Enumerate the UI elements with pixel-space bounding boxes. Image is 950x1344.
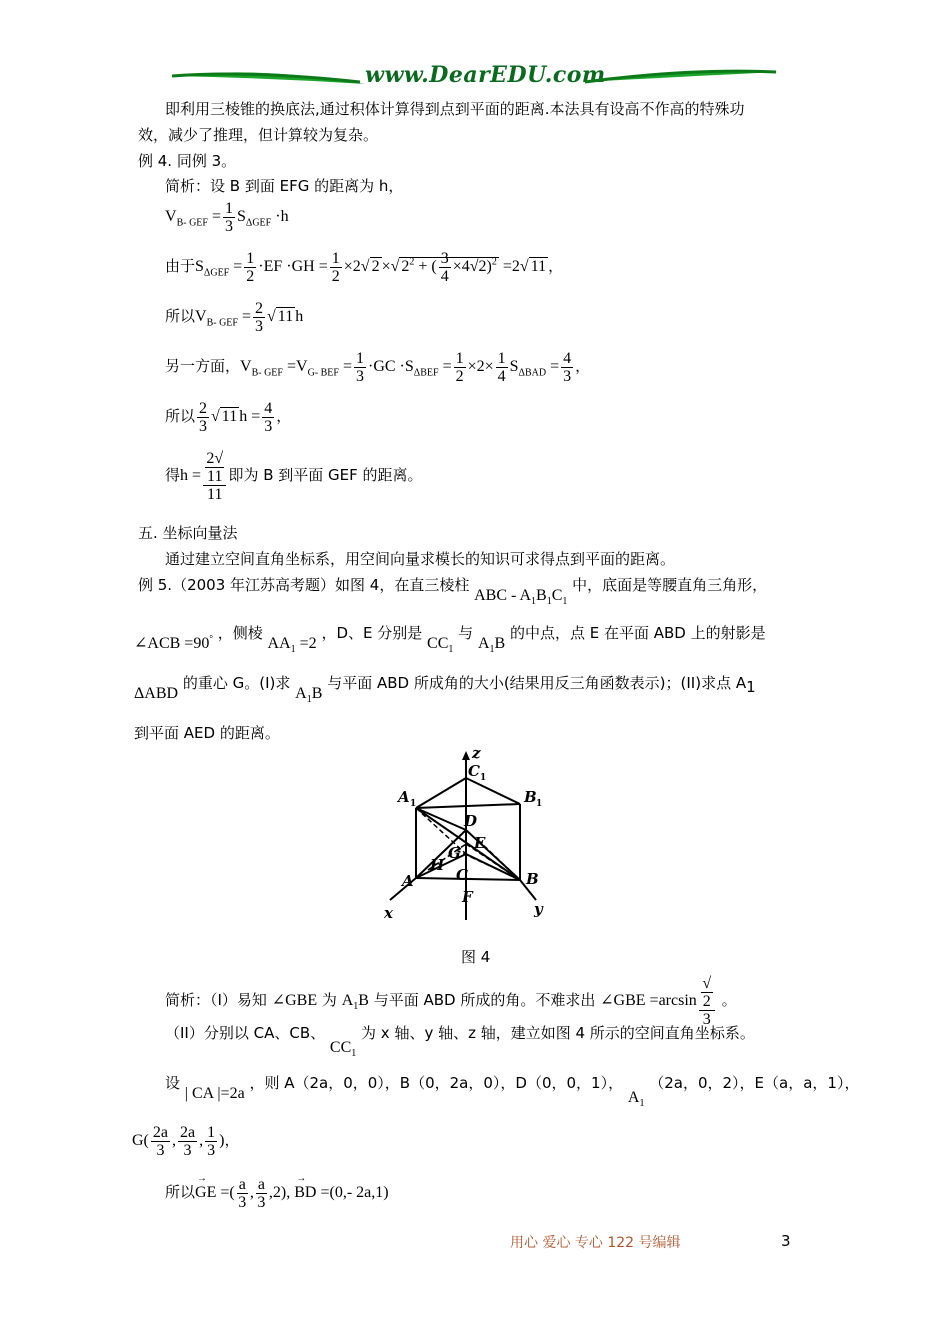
solution-line-1: 简析：（I）易知 ∠GBE 为 $A_1B$ 与平面 ABD 所成的角。不难求出 ∠GBE =arcsin √ 2 3 。: [165, 975, 737, 1028]
label-b1-sub: 1: [536, 799, 543, 809]
intro-line-1: 即利用三棱锥的换底法,通过积体计算得到点到平面的距离.本法具有设高不作高的特殊功: [165, 100, 745, 118]
label-y: y: [534, 900, 543, 918]
solution-line-4: G( $\frac{2a}{3}$ , $\frac{2a}{3}$ , $\frac{1}{3}$ )，: [132, 1124, 240, 1159]
figure-4: [378, 742, 568, 924]
label-e: E: [474, 834, 486, 852]
header-logo: www.DearEDU.com: [365, 62, 606, 88]
example5-line-2: ∠ACB =90° ，侧棱 $AA_1 =2$ ，D、E 分别是 $CC_1$ 与 $A_1B$ 的中点，点 E 在平面 ABD 上的射影是: [134, 624, 766, 656]
edge-a-b: [416, 878, 520, 880]
label-g: G: [448, 844, 461, 862]
formula-volume-result: 所以$V_{B- GEF}$ = $\frac{2}{3}$ √ 11 h: [165, 300, 304, 335]
example4-analysis: 简析：设 B 到面 EFG 的距离为 h，: [165, 177, 404, 195]
edge-c1-b1: [466, 778, 520, 804]
intro-line-2: 效，减少了推理，但计算较为复杂。: [138, 126, 379, 144]
label-z: z: [472, 744, 481, 762]
section5-title: 五. 坐标向量法: [138, 524, 238, 542]
label-a: A: [402, 872, 414, 890]
label-b: B: [526, 870, 539, 888]
label-c1-sub: 1: [480, 773, 487, 783]
example5-line-4: 到平面 AED 的距离。: [134, 724, 280, 742]
solution-line-3: 设 | CA |=2a ，则 A（2a，0，0），B（0，2a，0），D（0，0，1）， $A_1$ （2a，0，2），E（a，a，1），: [165, 1074, 860, 1110]
label-a1-sub: 1: [410, 799, 417, 809]
header-swoosh-left: [170, 62, 370, 92]
edge-a1-d: [416, 808, 466, 830]
footer-text: 用心 爱心 专心 122 号编辑: [510, 1235, 681, 1251]
section5-desc: 通过建立空间直角坐标系，用空间向量求模长的知识可求得点到平面的距离。: [165, 550, 676, 568]
label-c: C: [456, 866, 468, 884]
example4-title: 例 4. 同例 3。: [138, 152, 237, 170]
example5-line-3: ΔABD 的重心 G。(I)求 $A_1B$ 与平面 ABD 所成角的大小(结果用反三角函数表示)；(II)求点 $A_1$: [134, 674, 756, 706]
header-swoosh-right: [580, 62, 780, 92]
label-x: x: [384, 904, 393, 922]
formula-equation: 所以 $\frac{2}{3}$ √ 11 h = $\frac{4}{3}$ ，: [165, 400, 292, 435]
page-number: 3: [781, 1232, 791, 1250]
label-h: H: [430, 856, 445, 874]
page-header: [170, 62, 780, 92]
solution-line-2: （II）分别以 CA、CB、 $CC_1$ 为 x 轴、y 轴、z 轴，建立如图 4 所示的空间直角坐标系。: [165, 1024, 755, 1060]
label-d: D: [464, 812, 478, 830]
formula-other-side: 另一方面，$V_{B- GEF} =V_{G- BEF}$ = $\frac{1}{3}$ $\cdot GC \cdot S_{\Delta BEF}$ = $\frac{1}{2}$ ×2× $\frac{1}{4}$ $S_{\Delta BAD}$ = $\frac{4}{3}$ ，: [165, 350, 591, 385]
example5-line-1: 例 5.（2003 年江苏高考题）如图 4，在直三棱柱 ABC - $A_1B_1C_1$ 中，底面是等腰直角三角形，: [138, 576, 768, 608]
label-b1: B: [524, 788, 537, 806]
edge-a1-b1: [416, 804, 520, 808]
formula-area: 由于$S_{\Delta GEF}$ = $\frac{1}{2}$ ·EF ·GH = $\frac{1}{2}$ ×2√ 2 ×√ $2^2$ + ( $\frac{3}{4}$ ×4√2)$^2$ =2√ 11 ，: [165, 250, 564, 285]
formula-volume: $V_{B- GEF}$ = $\frac{1}{3}$ $S_{\Delta GEF} \cdot h$: [165, 200, 289, 235]
label-a1: A: [398, 788, 410, 806]
label-c1: C: [468, 762, 480, 780]
formula-h-result: 得h = 2√ 11 11 即为 B 到平面 GEF 的距离。: [165, 450, 423, 503]
label-f: F: [462, 888, 473, 906]
edge-a1-c1: [416, 778, 466, 808]
figure-caption: 图 4: [461, 948, 491, 966]
solution-line-5: 所以→ GE =( $\frac{a}{3}$ , $\frac{a}{3}$ ,2), → BD =(0,- 2a,1): [165, 1176, 389, 1211]
